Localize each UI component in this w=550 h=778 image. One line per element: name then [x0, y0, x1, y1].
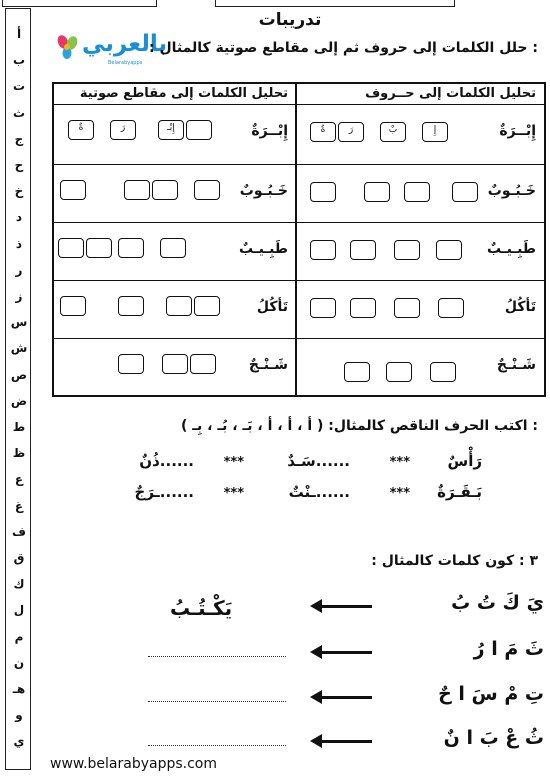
alphabet-letter: د — [15, 210, 23, 225]
alphabet-letter: ت — [12, 79, 26, 94]
footer-url: www.belarabyapps.com — [50, 756, 217, 772]
alphabet-letter: ك — [13, 577, 25, 592]
arrow-left-icon — [320, 651, 372, 654]
letter-box[interactable] — [350, 298, 376, 318]
syllable-box[interactable] — [86, 238, 112, 258]
syllable-box[interactable] — [118, 238, 144, 258]
table-divider — [295, 84, 297, 395]
syllable-box[interactable] — [194, 180, 220, 200]
letter-box[interactable] — [436, 240, 462, 260]
letters-row: يَ كَ تُ بُ — [451, 592, 544, 614]
box-answer: ةٌ — [320, 125, 326, 135]
alphabet-letter: ج — [14, 131, 24, 146]
alphabet-letter: م — [14, 629, 24, 644]
alphabet-letter: ر — [15, 262, 23, 277]
top-frame-left — [2, 0, 157, 7]
s2-separator: *** — [223, 455, 244, 470]
alphabet-letter: ش — [10, 341, 28, 356]
letter-box[interactable] — [430, 362, 456, 382]
box-answer: ةٌ — [78, 123, 84, 133]
s2-separator: *** — [389, 455, 410, 470]
syllable-box[interactable] — [60, 180, 86, 200]
section3-instruction: ٣ : كون كلمات كالمثال : — [371, 553, 538, 569]
syllable-box[interactable] — [118, 354, 144, 374]
s2-separator: *** — [389, 486, 410, 501]
alphabet-letter: ض — [10, 393, 28, 408]
alphabet-letter: ف — [12, 524, 26, 539]
section1-instruction: : حلل الكلمات إلى حروف ثم إلى مقاطع صوتية كالمثال : — [149, 40, 538, 56]
letters-row: ثَ مَ ا رُ — [473, 638, 544, 660]
alphabet-letter: ب — [12, 53, 26, 68]
letter-box[interactable] — [310, 240, 336, 260]
letter-box[interactable] — [364, 182, 390, 202]
box-answer: إِبْـ — [167, 123, 175, 133]
word-letters-col: إِبْــرَةٌ — [499, 123, 536, 139]
letter-box[interactable] — [338, 122, 364, 142]
word-letters-col: طَبِـيـبٌ — [486, 241, 536, 257]
box-answer: بْ — [388, 125, 398, 135]
syllable-box[interactable] — [194, 296, 220, 316]
table-row-line — [54, 222, 544, 223]
alphabet-strip — [5, 8, 31, 770]
s2-blank-word: ......ـرَجٌ — [134, 483, 194, 501]
word-syllables-col: خَـبُـوبٌ — [239, 183, 288, 199]
alphabet-letter: ظ — [12, 446, 26, 461]
answer-line — [148, 701, 286, 702]
syllable-box[interactable] — [110, 120, 136, 140]
col-header-letters: تحليل الكلمات إلى حــروف — [365, 86, 536, 101]
alphabet-letter: ث — [12, 105, 26, 120]
syllable-box[interactable] — [190, 354, 216, 374]
answer-line — [148, 745, 286, 746]
answer-word: يَكْـتُـبُ — [170, 596, 233, 620]
letter-box[interactable] — [438, 298, 464, 318]
table-row-line — [54, 280, 544, 281]
word-syllables-col: شَـنْـجٌ — [248, 357, 288, 373]
alphabet-letter: ق — [13, 551, 25, 565]
arrow-left-icon — [320, 740, 372, 743]
syllable-box[interactable] — [68, 120, 94, 140]
alphabet-letter: ذ — [15, 236, 23, 251]
letter-box[interactable] — [350, 240, 376, 260]
answer-line — [148, 656, 286, 657]
letter-box[interactable] — [394, 240, 420, 260]
s2-blank-word: ......سَـدٌ — [287, 452, 350, 470]
word-letters-col: شَـنْـجٌ — [496, 357, 536, 373]
alphabet-letter: غ — [14, 498, 24, 513]
s2-separator: *** — [223, 486, 244, 501]
logo-flower-icon — [52, 34, 82, 64]
word-syllables-col: طَبِـيـبٌ — [238, 241, 288, 257]
syllable-box[interactable] — [186, 120, 212, 140]
table-row-line — [54, 164, 544, 165]
syllable-box[interactable] — [152, 180, 178, 200]
syllable-box[interactable] — [58, 238, 84, 258]
alphabet-letter: ص — [10, 367, 28, 382]
letter-box[interactable] — [310, 298, 336, 318]
s2-blank-word: ......ـنْتٌ — [288, 483, 350, 501]
letter-box[interactable] — [394, 298, 420, 318]
letters-row: ثُ عْ بَ ا نٌ — [443, 727, 544, 749]
analysis-table — [52, 82, 546, 397]
page-title: تدريبات — [258, 10, 322, 30]
top-frame-center — [215, 0, 455, 7]
syllable-box[interactable] — [60, 296, 86, 316]
letter-box[interactable] — [380, 122, 406, 142]
logo-subtitle: Belarabyapps — [108, 60, 143, 66]
alphabet-letter: هـ — [12, 682, 26, 696]
section2-instruction: : اكتب الحرف الناقص كالمثال: ( أ ، أ ، أ ، بَـ ، بُـ ، بِـ ) — [180, 418, 538, 434]
alphabet-letter: ع — [14, 472, 24, 487]
letter-box[interactable] — [404, 182, 430, 202]
syllable-box[interactable] — [118, 296, 144, 316]
syllable-box[interactable] — [160, 238, 186, 258]
word-syllables-col: تَأكُلُ — [256, 299, 288, 315]
letter-box[interactable] — [310, 122, 336, 142]
alphabet-letter: ط — [12, 420, 26, 434]
word-letters-col: خَـبُـوبٌ — [487, 183, 536, 199]
alphabet-letter: خ — [14, 184, 24, 199]
syllable-box[interactable] — [162, 354, 188, 374]
letter-box[interactable] — [310, 182, 336, 202]
table-row-line — [54, 338, 544, 339]
alphabet-letter: ز — [15, 289, 23, 303]
word-syllables-col: إِبْــرَةٌ — [251, 123, 288, 139]
word-letters-col: تَأكُلُ — [504, 299, 536, 315]
letter-box[interactable] — [422, 122, 448, 142]
alphabet-letter: ل — [13, 603, 25, 618]
s2-blank-word: ......ذُنٌ — [139, 452, 194, 470]
syllable-box[interactable] — [124, 180, 150, 200]
syllable-box[interactable] — [158, 120, 184, 140]
alphabet-letter: س — [10, 315, 28, 330]
letters-row: تِ مْ سَ ا حٌ — [438, 683, 544, 705]
s2-example-word: رَأْسٌ — [447, 452, 482, 470]
syllable-box[interactable] — [166, 296, 192, 316]
table-header-line — [54, 104, 544, 105]
arrow-left-icon — [320, 696, 372, 699]
col-header-syllables: تحليل الكلمات إلى مقاطع صوتية — [79, 86, 288, 101]
box-answer: رَ — [120, 123, 126, 133]
alphabet-letter: أ — [16, 27, 22, 41]
box-answer: إِ — [433, 125, 437, 135]
alphabet-letter: ح — [14, 158, 24, 172]
logo-wordmark: بالعربي — [82, 31, 168, 57]
s2-blank-word: بَـقَـرَةٌ — [437, 483, 482, 501]
belaraby-logo — [52, 30, 168, 68]
letter-box[interactable] — [386, 362, 412, 382]
alphabet-letter: ن — [13, 655, 25, 670]
arrow-left-icon — [320, 605, 372, 608]
box-answer: رَ — [348, 125, 354, 135]
letter-box[interactable] — [452, 182, 478, 202]
alphabet-letter: ي — [13, 734, 25, 749]
alphabet-letter: و — [15, 708, 23, 723]
letter-box[interactable] — [344, 362, 370, 382]
